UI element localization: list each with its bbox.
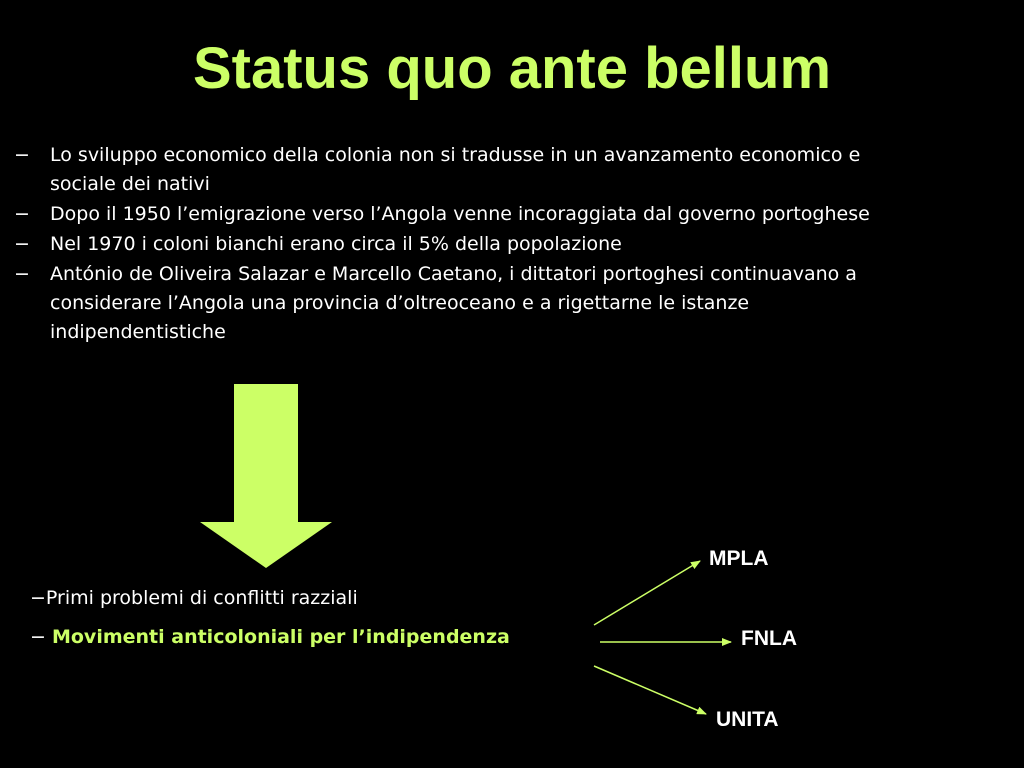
bullet-item xyxy=(14,200,914,229)
bullet-text: António de Oliveira Salazar e Marcello Caetano, i dittatori portoghesi continuavano a considerare l’Angola una provincia d’oltreoceano e a rigettarne le istanze indipendentistiche xyxy=(50,263,857,343)
outcome-marker: − xyxy=(30,587,46,609)
bullet-list xyxy=(14,141,914,348)
outcome-marker: − xyxy=(30,626,52,648)
movement-fnla: FNLA xyxy=(741,627,797,650)
outcome-anticolonial-movements xyxy=(30,624,510,650)
arrow-to-mpla-icon xyxy=(594,561,700,625)
movement-mpla: MPLA xyxy=(709,547,769,570)
bullet-marker: − xyxy=(14,144,30,166)
outcome-text-highlight: Movimenti anticoloniali per l’indipendenza xyxy=(51,626,510,648)
outcome-text: Primi problemi di conflitti razziali xyxy=(45,587,358,609)
bullet-text: Lo sviluppo economico della colonia non si tradusse in un avanzamento economico e sociale dei nativi xyxy=(50,144,861,195)
bullet-text: Dopo il 1950 l’emigrazione verso l’Angola venne incoraggiata dal governo portoghese xyxy=(50,203,870,225)
down-arrow-icon xyxy=(198,384,334,568)
outcome-racial-conflicts xyxy=(30,585,358,611)
slide-title: Status quo ante bellum xyxy=(192,36,832,101)
bullet-marker: − xyxy=(14,263,30,285)
bullet-item xyxy=(14,141,914,199)
arrow-to-unita-icon xyxy=(594,666,706,714)
bullet-marker: − xyxy=(14,203,30,225)
bullet-item xyxy=(14,260,914,347)
bullet-marker: − xyxy=(14,233,30,255)
bullet-text: Nel 1970 i coloni bianchi erano circa il 5% della popolazione xyxy=(50,233,622,255)
bullet-item xyxy=(14,230,914,259)
movement-unita: UNITA xyxy=(716,708,779,731)
